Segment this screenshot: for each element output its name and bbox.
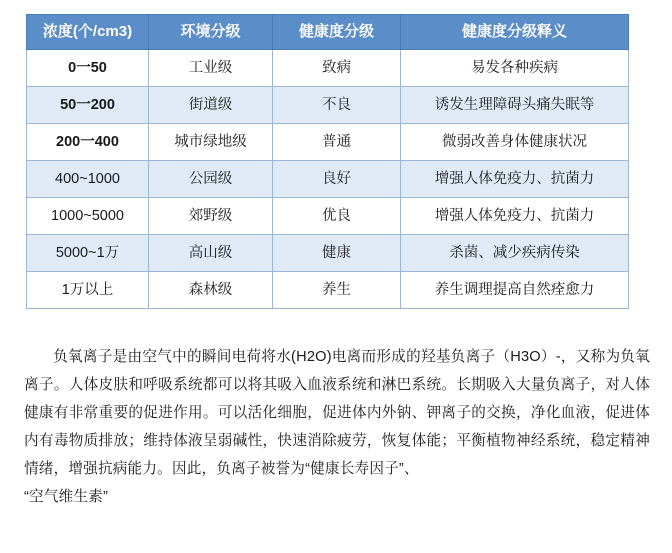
cell-concentration: 1000~5000 bbox=[27, 198, 149, 235]
cell-environment: 工业级 bbox=[149, 50, 273, 87]
cell-meaning: 增强人体免疫力、抗菌力 bbox=[401, 198, 629, 235]
cell-meaning: 微弱改善身体健康状况 bbox=[401, 124, 629, 161]
cell-concentration: 0一50 bbox=[27, 50, 149, 87]
table-body bbox=[27, 50, 629, 309]
column-header-environment: 环境分级 bbox=[149, 15, 273, 50]
table-header bbox=[27, 15, 629, 50]
table-row bbox=[27, 272, 629, 309]
cell-meaning: 养生调理提高自然痊愈力 bbox=[401, 272, 629, 309]
cell-meaning: 杀菌、减少疾病传染 bbox=[401, 235, 629, 272]
cell-environment: 街道级 bbox=[149, 87, 273, 124]
cell-environment: 公园级 bbox=[149, 161, 273, 198]
cell-health: 致病 bbox=[273, 50, 401, 87]
table-header-row bbox=[27, 15, 629, 50]
cell-concentration: 400~1000 bbox=[27, 161, 149, 198]
column-header-meaning: 健康度分级释义 bbox=[401, 15, 629, 50]
cell-concentration: 200一400 bbox=[27, 124, 149, 161]
column-header-health: 健康度分级 bbox=[273, 15, 401, 50]
cell-concentration: 50一200 bbox=[27, 87, 149, 124]
cell-health: 良好 bbox=[273, 161, 401, 198]
cell-health: 普通 bbox=[273, 124, 401, 161]
cell-meaning: 诱发生理障碍头痛失眠等 bbox=[401, 87, 629, 124]
table-row bbox=[27, 235, 629, 272]
paragraph-text: 负氧离子是由空气中的瞬间电荷将水(H2O)电离而形成的羟基负离子（H3O）-，又称为负氧离子。人体皮肤和呼吸系统都可以将其吸入血液系统和淋巴系统。长期吸入大量负离子，对人体健康有非常重要的促进作用。可以活化细胞，促进体内外钠、钾离子的交换，净化血液，促进体内有毒物质排放；维持体液呈弱碱性，快速消除疲劳，恢复体能；平衡植物神经系统，稳定精神情绪，增强抗病能力。因此，负离子被誉为“健康长寿因子”、 bbox=[24, 349, 650, 477]
cell-concentration: 1万以上 bbox=[27, 272, 149, 309]
paragraph-last-line: “空气维生素” bbox=[24, 489, 109, 505]
cell-concentration: 5000~1万 bbox=[27, 235, 149, 272]
cell-meaning: 易发各种疾病 bbox=[401, 50, 629, 87]
table-row bbox=[27, 198, 629, 235]
cell-health: 优良 bbox=[273, 198, 401, 235]
article-paragraph bbox=[18, 343, 654, 511]
negative-ion-table bbox=[26, 14, 629, 309]
cell-environment: 城市绿地级 bbox=[149, 124, 273, 161]
cell-health: 养生 bbox=[273, 272, 401, 309]
table-row bbox=[27, 50, 629, 87]
cell-environment: 森林级 bbox=[149, 272, 273, 309]
cell-environment: 郊野级 bbox=[149, 198, 273, 235]
cell-health: 不良 bbox=[273, 87, 401, 124]
cell-meaning: 增强人体免疫力、抗菌力 bbox=[401, 161, 629, 198]
cell-environment: 高山级 bbox=[149, 235, 273, 272]
table-row bbox=[27, 161, 629, 198]
cell-health: 健康 bbox=[273, 235, 401, 272]
table-row bbox=[27, 124, 629, 161]
table-row bbox=[27, 87, 629, 124]
column-header-concentration: 浓度(个/cm3) bbox=[27, 15, 149, 50]
